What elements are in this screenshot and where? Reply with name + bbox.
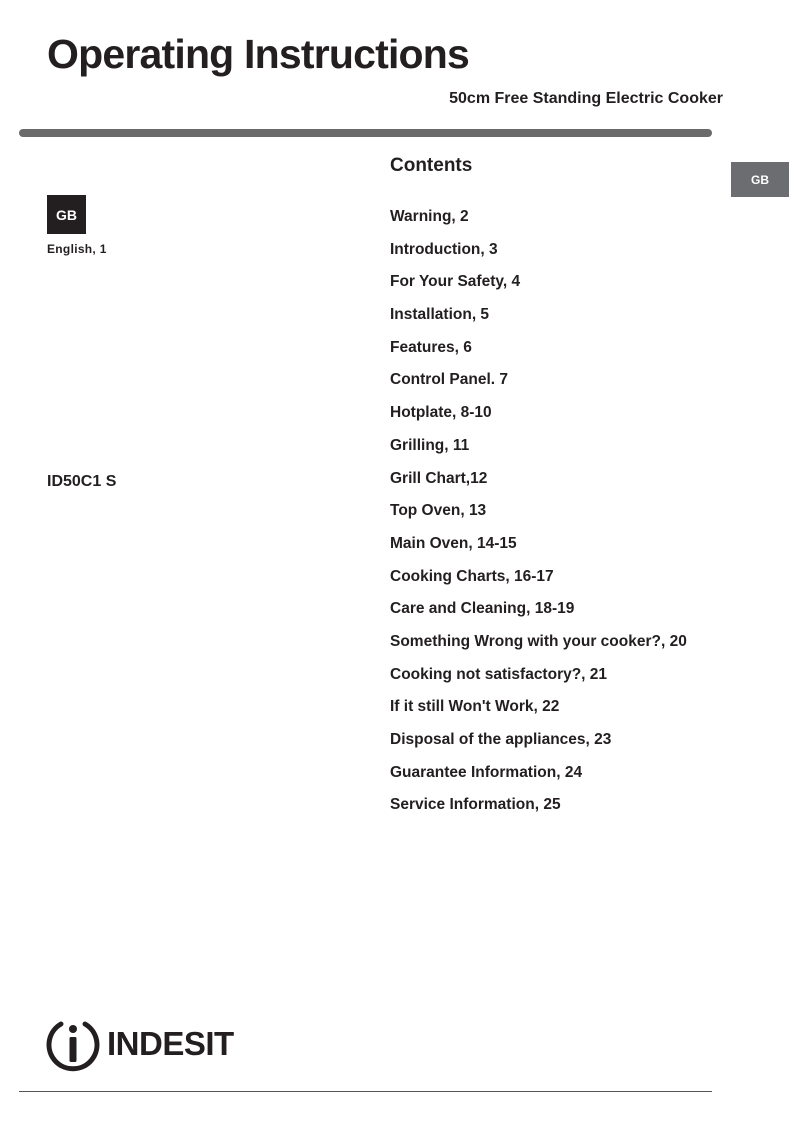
page-title: Operating Instructions xyxy=(47,31,470,77)
contents-item: Installation, 5 xyxy=(390,306,490,324)
contents-item: Cooking Charts, 16-17 xyxy=(390,567,554,585)
contents-item: Disposal of the appliances, 23 xyxy=(390,731,612,748)
contents-item: Introduction, 3 xyxy=(390,240,498,258)
language-side-tab: GB xyxy=(731,162,789,197)
contents-item: Something Wrong with your cooker?, 20 xyxy=(390,632,687,650)
language-entry: English, 1 xyxy=(47,242,107,256)
contents-item: Control Panel. 7 xyxy=(390,371,508,389)
language-code-badge: GB xyxy=(47,195,86,234)
contents-item: Service Information, 25 xyxy=(390,796,561,814)
contents-item: Guarantee Information, 24 xyxy=(390,763,583,781)
contents-item: Hotplate, 8-10 xyxy=(390,404,492,422)
contents-item: Care and Cleaning, 18-19 xyxy=(390,600,575,618)
footer-divider xyxy=(19,1091,712,1092)
model-number: ID50C1 S xyxy=(47,473,117,490)
indesit-logo xyxy=(45,1016,234,1072)
document-subtitle: 50cm Free Standing Electric Cooker xyxy=(449,90,723,107)
contents-item: Grill Chart,12 xyxy=(390,469,488,487)
contents-item: Grilling, 11 xyxy=(390,436,470,454)
contents-item: Cooking not satisfactory?, 21 xyxy=(390,665,608,683)
contents-list xyxy=(390,204,687,825)
indesit-i-circle-icon xyxy=(45,1016,101,1072)
contents-heading: Contents xyxy=(390,155,473,176)
contents-item: Warning, 2 xyxy=(390,208,469,225)
contents-item: For Your Safety, 4 xyxy=(390,273,521,291)
contents-item: Main Oven, 14-15 xyxy=(390,534,517,552)
contents-item: If it still Won't Work, 22 xyxy=(390,698,560,716)
contents-item: Features, 6 xyxy=(390,338,472,356)
brand-wordmark: INDESIT xyxy=(107,1025,234,1062)
contents-item: Top Oven, 13 xyxy=(390,502,487,520)
header-divider xyxy=(19,129,712,137)
